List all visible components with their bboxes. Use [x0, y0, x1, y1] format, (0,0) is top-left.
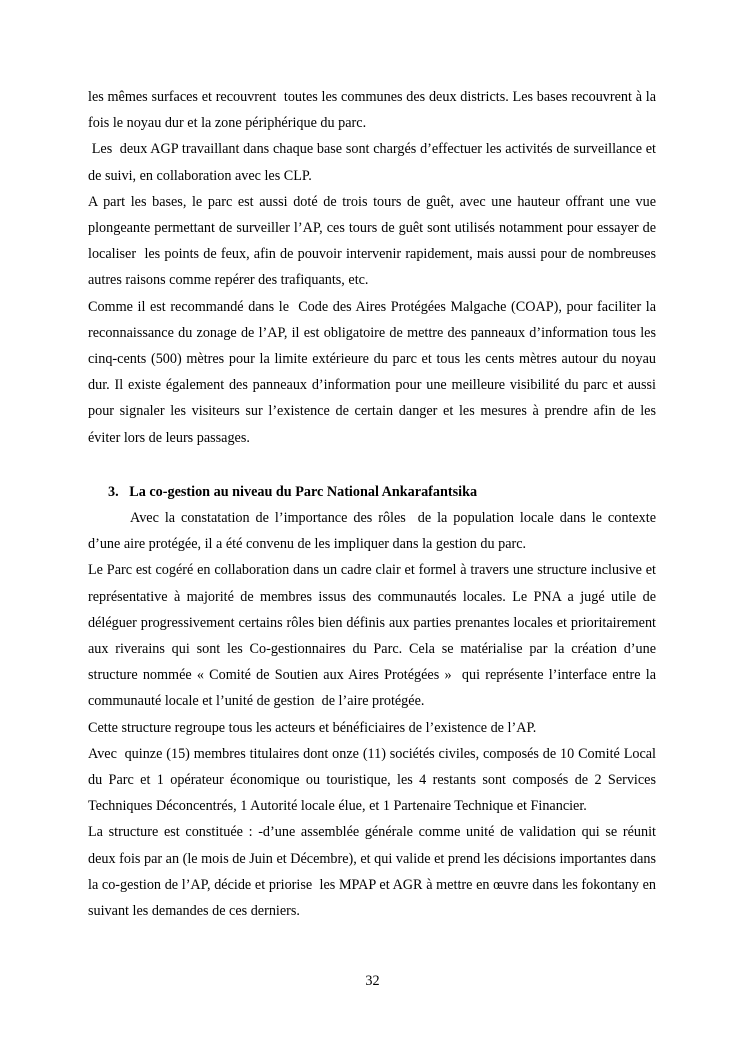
paragraph-agp-activities: Les deux AGP travaillant dans chaque base sont chargés d’effectuer les activités de surveillance et de suivi, en collaboration avec les CLP.: [88, 141, 660, 184]
section-spacer: [88, 451, 656, 479]
paragraph-watch-towers: A part les bases, le parc est aussi doté de trois tours de guêt, avec une hauteur offrant une vue plongeante permettant de surveiller l’AP, ces tours de guêt sont utilisés notamment pour essayer de localiser les points de feux, afin de pouvoir intervenir rapidement, mais aussi pour de nombreuses autres raisons comme repérer des trafiquants, etc.: [88, 193, 660, 289]
section-heading: 3. La co-gestion au niveau du Parc National Ankarafantsika: [108, 483, 478, 500]
paragraph-members: Avec quinze (15) membres titulaires dont onze (11) sociétés civiles, composés de 10 Comité Local du Parc et 1 opérateur économique ou touristique, les 4 restants sont composés de 2 Services Techniques Déconcentrés, 1 Autorité locale élue, et 1 Partenaire Technique et Financier.: [88, 745, 660, 815]
paragraph-information-panels: Comme il est recommandé dans le Code des Aires Protégées Malgache (COAP), pour faciliter la reconnaissance du zonage de l’AP, il est obligatoire de mettre des panneaux d’information tous les cinq-cents (500) mètres pour la limite extérieure du parc et tous les cents mètres autour du noyau dur. Il existe également des panneaux d’information pour une meilleure visibilité du parc et aussi pour signaler les visiteurs sur l’existence de certain danger et les mesures à prendre afin de les éviter lors de leurs passages.: [88, 298, 664, 446]
paragraph-co-management: Le Parc est cogéré en collaboration dans un cadre clair et formel à travers une structure inclusive et représentative à majorité de membres issus des communautés locales. Le PNA a jugé utile de déléguer progressivement certains rôles bien définis aux parties prenantes locales et prioritairement aux riverains qui sont les Co-gestionnaires du Parc. Cela se matérialise par la création d’une structure nommée « Comité de Soutien aux Aires Protégées » qui représente l’interface entre la communauté locale et l’unité de gestion de l’aire protégée.: [88, 562, 660, 710]
paragraph-population-role: Avec la constatation de l’importance des rôles de la population locale dans le contexte d’une aire protégée, il a été convenu de les impliquer dans la gestion du parc.: [88, 510, 660, 553]
paragraph-general-assembly: La structure est constituée : -d’une assemblée générale comme unité de validation qui se réunit deux fois par an (le mois de Juin et Décembre), et qui valide et prend les décisions importantes dans la co-gestion de l’AP, décide et priorise les MPAP et AGR à mettre en œuvre dans les fokontany en suivant les demandes de ces derniers.: [88, 824, 660, 920]
paragraph-bases-coverage: les mêmes surfaces et recouvrent toutes les communes des deux districts. Les bases recouvrent à la fois le noyau dur et la zone périphérique du parc.: [88, 89, 660, 132]
document-body: [88, 84, 664, 924]
paragraph-structure-actors: Cette structure regroupe tous les acteurs et bénéficiaires de l’existence de l’AP.: [88, 719, 537, 736]
page-number: 32: [365, 973, 380, 989]
